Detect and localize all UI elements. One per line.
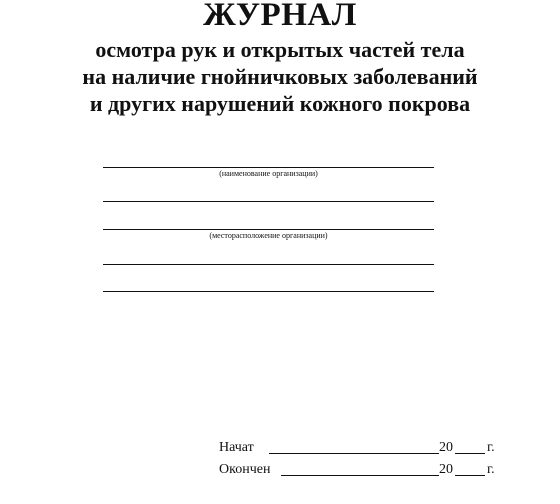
started-year-prefix: 20: [439, 440, 453, 455]
organization-name-caption: (наименование организации): [219, 169, 318, 178]
started-date-blank[interactable]: [269, 453, 439, 454]
ended-year-suffix: г.: [487, 462, 495, 477]
ended-label: Окончен: [219, 462, 271, 477]
subtitle-line-3: и других нарушений кожного покрова: [89, 91, 471, 116]
ended-date-blank[interactable]: [281, 475, 439, 476]
organization-location-line-2[interactable]: [103, 264, 434, 265]
document-subtitle: [0, 36, 560, 117]
started-year-blank[interactable]: [455, 453, 485, 454]
started-year-suffix: г.: [487, 440, 495, 455]
organization-location-line-3[interactable]: [103, 291, 434, 292]
organization-name-line-2[interactable]: [103, 201, 434, 202]
organization-location-caption: (месторасположение организации): [209, 231, 328, 240]
organization-location-line[interactable]: [103, 229, 434, 230]
started-label: Начат: [219, 440, 254, 455]
document-title: ЖУРНАЛ: [203, 0, 357, 33]
organization-name-line[interactable]: [103, 167, 434, 168]
ended-year-blank[interactable]: [455, 475, 485, 476]
subtitle-line-2: на наличие гнойничковых заболеваний: [82, 64, 478, 89]
ended-year-prefix: 20: [439, 462, 453, 477]
subtitle-line-1: осмотра рук и открытых частей тела: [95, 37, 465, 62]
